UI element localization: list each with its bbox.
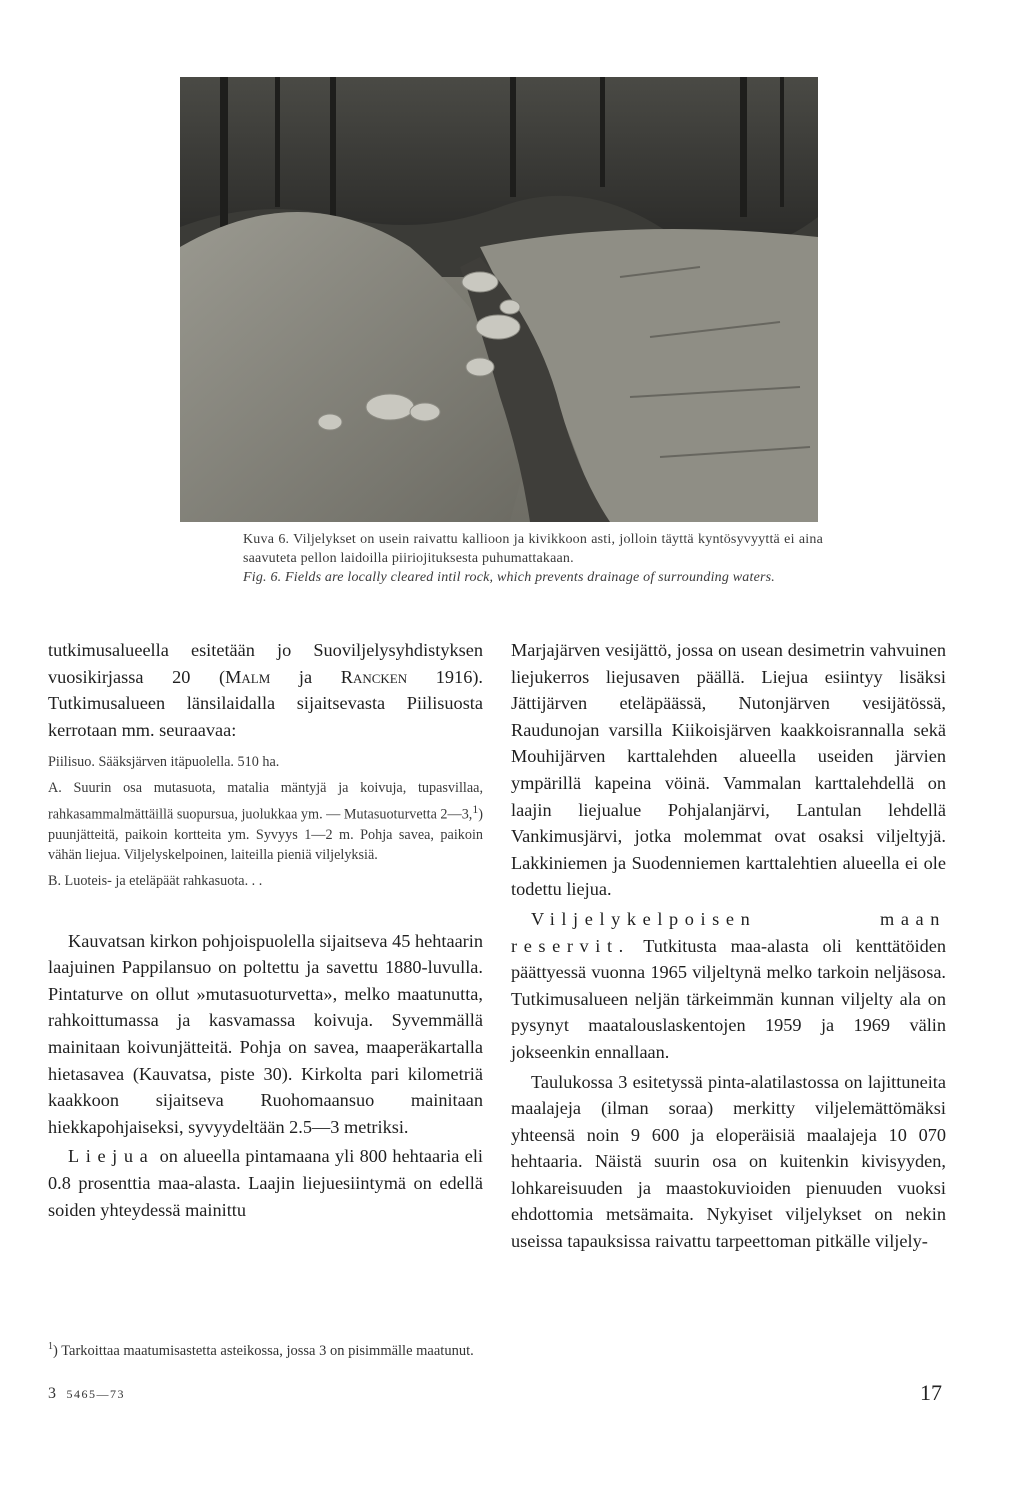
quotation-block (48, 752, 483, 891)
footnote (48, 1337, 948, 1361)
page-number: 17 (920, 1380, 942, 1405)
section-heading-inline: Viljelykelpoisen maan reservit. (511, 908, 946, 956)
left-paragraph-3 (48, 1143, 483, 1223)
text-run: ) puunjätteitä, paikoin kortteita ym. Syvyys 1—2 m. Pohja savea, paikoin vähän liejua. Viljelyskelpoinen, laiteilla pieniä viljelyksiä. (48, 806, 484, 864)
caption-english: Fig. 6. Fields are locally cleared intil rock, which prevents drainage of surrounding waters. (243, 570, 775, 585)
left-column (48, 637, 483, 1223)
footnote-ref: 1 (472, 801, 479, 816)
author-name-malm: Malm (225, 666, 271, 687)
text-run: on alueella pintamaana yli 800 hehtaaria eli 0.8 prosenttia maa-alasta. Laajin liejuesiintymä on edellä soiden yhteydessä mainittu (48, 1146, 483, 1220)
right-column (511, 637, 946, 1255)
left-paragraph-1 (48, 637, 483, 743)
quote-heading: Piilisuo. Sääksjärven itäpuolella. 510 ha. (48, 754, 280, 771)
emphasized-term: Liejua (68, 1146, 155, 1167)
text-run: 1916). Tutkimusalueen länsilaidalla sijaitsevasta Piilisuosta kerrotaan mm. seuraavaa: (48, 666, 483, 740)
footnote-marker: 1 (48, 1341, 53, 1352)
caption-finnish: Kuva 6. Viljelykset on usein raivattu kallioon ja kivikkoon asti, jolloin täyttä kyntösyvyyttä ei aina saavuteta pellon laidoilla piiriojituksesta puhumattakaan. (243, 532, 823, 566)
footnote-text: ) Tarkoittaa maatumisastetta asteikossa, jossa 3 on pisimmälle maatunut. (53, 1342, 474, 1359)
figure-caption (243, 530, 823, 587)
print-code: 5465—73 (66, 1387, 125, 1401)
figure-photo (180, 77, 818, 522)
text-run: Tutkitusta maa-alasta oli kenttätöiden päättyessä vuonna 1965 viljeltynä melko tarkoin neljäsosa. Tutkimusalueen neljän tärkeimmän kunnan viljelty ala on pysynyt maatalouslaskentojen 1959 ja 1969 välin jokseenkin ennallaan. (511, 935, 946, 1062)
right-paragraph-2 (511, 906, 946, 1066)
text-run: A. Suurin osa mutasuota, matalia mäntyjä ja koivuja, tupasvillaa, rahkasammalmättäillä suopursua, juolukkaa ym. — Mutasuoturvetta 2—3, (48, 779, 483, 823)
signature-number: 3 (48, 1385, 57, 1402)
right-paragraph-3: Taulukossa 3 esitetyssä pinta-alatilastossa on lajittuneita maalajeja (ilman soraa) merkitty viljelemättömäksi yhteensä noin 9 600 ja eloperäisiä maalajeja 10 070 hehtaaria. Näistä suurin osa on kuitenkin kivisyyden, lohkareisuuden ja maastokuvioiden pienuuden vuoksi ehdottomia metsämaita. Nykyiset viljelykset on nekin useissa tapauksissa raivattu tarpeettoman pitkälle viljely- (511, 1071, 946, 1252)
quote-section-a (48, 778, 483, 866)
printer-signature (48, 1385, 125, 1403)
landscape-photo (180, 77, 818, 522)
text-run: tutkimusalueella esitetään jo Suoviljelysyhdistyksen vuosikirjassa 20 ( (48, 640, 483, 687)
quote-section-b: B. Luoteis- ja eteläpäät rahkasuota. . . (48, 873, 263, 890)
author-name-rancken: Rancken (340, 666, 408, 687)
right-paragraph-1: Marjajärven vesijättö, jossa on usean desimetrin vahvuinen liejukerros liejusaven päällä. Liejua esiintyy lisäksi Jättijärven eteläpäässä, Nutonjärven vesijätössä, Raudunojan varsilla Kiikoisjärven kaakkoisrannalla sekä Mouhijärven karttalehden alueella useiden järvien ympärillä kapeina vöinä. Vammalan karttalehdellä on laajin liejualue Pohjalanjärvi, Lantulan lehdellä Vankimusjärvi, jotka molemmat ovat osaksi viljeltyjä. Lakkiniemen ja Suodenniemen karttalehtien alueella ei ole todettu liejua. (511, 640, 946, 900)
left-paragraph-2: Kauvatsan kirkon pohjoispuolella sijaitseva 45 hehtaarin laajuinen Pappilansuo on poltettu ja savettu 1880-luvulla. Pintaturve on ollut »mutasuoturvetta», melko maatunutta, rahkoittumassa ja kasvamassa koivuja. Syvemmällä mainitaan koivunjätteitä. Pohja on savea, maaperäkartalla hietasavea (Kauvatsa, piste 30). Kirkolta pari kilometriä kaakkoon sijaitseva Ruohomaansuo mainitaan hiekkapohjaiseksi, syvyydeltään 2.5—3 metriksi. (48, 930, 483, 1137)
text-run: ja (270, 666, 341, 687)
